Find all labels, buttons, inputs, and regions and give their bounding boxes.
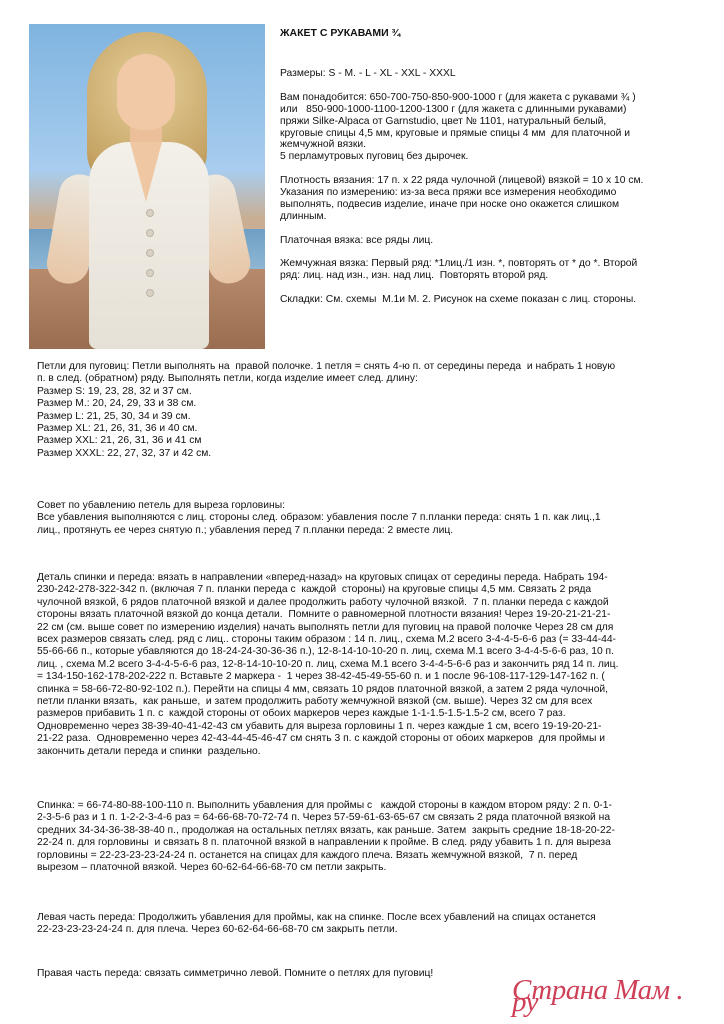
body-line: чулочной вязкой, 6 рядов платочной вязкой и далее продолжить работу чулочной вязкой. 7 п. планки переда с каждой: [37, 596, 609, 608]
buttonholes-line: Размер М.: 20, 24, 29, 33 и 38 см.: [37, 398, 197, 410]
body-line: Деталь спинки и переда: вязать в направлении «вперед-назад» на круговых спицах от середины переда. Набрать 194-: [37, 572, 608, 583]
left-front-section: [37, 912, 596, 937]
buttonholes-line: Размер XXXL: 22, 27, 32, 37 и 42 см.: [37, 447, 212, 459]
body-line: 230-242-278-322-342 п. (включая 7 п. планки переда с каждой стороны) на круговые спицы 4,5 мм. Связать 2 ряда: [37, 584, 592, 596]
jacket-button: [146, 289, 154, 297]
intro-line: жемчужной вязки.: [280, 139, 367, 151]
intro-line: или 850-900-1000-1100-1200-1300 г (для жакета с длинными рукавами): [280, 103, 627, 115]
body-line: лиц. , схема М.2 всего 3-4-4-5-6-6 раз, 12-8-14-10-10-20 п. лиц, схема М.1 всего 3-4-4-5-6-6 раз и закончить ряд 14 п. лиц.: [37, 658, 619, 670]
buttonholes-line: Размер S: 19, 23, 28, 32 и 37 см.: [37, 385, 192, 397]
buttonholes-line: Размер XXL: 21, 26, 31, 36 и 41 см: [37, 435, 202, 447]
body-line: 22 см (см. выше совет по измерению изделия) начать выполнять петли для пуговиц на правой полочке Через 28 см для: [37, 621, 614, 633]
neckline-line: Все убавления выполняются с лиц. стороны след. образом: убавления после 7 п.планки переда: снять 1 п. как лиц.,1: [37, 512, 601, 524]
intro-line: пряжи Silke-Alpaca от Garnstudio, цвет № 1101, натуральный белый,: [280, 115, 607, 127]
intro-line: Плотность вязания: 17 п. х 22 ряда чулочной (лицевой) вязкой = 10 х 10 см.: [280, 175, 644, 187]
intro-line: Вам понадобится: 650-700-750-850-900-1000 г (для жакета с рукавами ¾ ): [280, 91, 636, 103]
intro-line: круговые спицы 4,5 мм, круговые и прямые спицы 4 мм для платочной и: [280, 127, 630, 139]
back-line: вырезом – платочной вязкой. Через 60-62-64-66-68-70 см петли закрыть.: [37, 862, 387, 874]
left-front-line: 22-23-23-23-24-24 п. для плеча. Через 60-62-64-66-68-70 см закрыть петли.: [37, 924, 398, 936]
watermark-logo: Страна Мам . ру: [512, 974, 684, 1019]
right-front-section: Правая часть переда: связать симметрично левой. Помните о петлях для пуговиц!: [37, 968, 434, 979]
page-title: ЖАКЕТ С РУКАВАМИ ¾: [280, 27, 401, 39]
body-line: Одновременно через 38-39-40-41-42-43 см убавить для выреза горловины 1 п. через каждые 1 см, всего 19-19-20-21-: [37, 720, 602, 732]
jacket-photo: [29, 24, 265, 349]
body-line: = 134-150-162-178-202-222 п. Вставьте 2 маркера - 1 через 38-42-45-49-55-60 п. и 1 после 96-108-117-129-147-162 п. (: [37, 671, 605, 683]
jacket-button: [146, 269, 154, 277]
jacket-button: [146, 229, 154, 237]
back-line: средних 34-34-36-38-38-40 п., продолжая на остальных петлях вязать, как раньше. Затем закрыть средние 18-18-20-22-: [37, 824, 615, 836]
back-line: 2-3-5-6 раз и 1 п. 1-2-2-3-4-6 раз = 64-66-68-70-72-74 п. Через 57-59-61-63-65-67 см связать 2 ряда платочной вязкой на: [37, 812, 611, 824]
buttonholes-line: п. в след. (обратном) ряду. Выполнять петли, когда изделие имеет след. длину:: [37, 373, 418, 385]
intro-line: Жемчужная вязка: Первый ряд: *1лиц./1 изн. *, повторять от * до *. Второй: [280, 258, 638, 270]
neckline-line: Совет по убавлению петель для выреза горловины:: [37, 500, 285, 511]
body-line: размеров прибавить 1 п. с каждой стороны от обоих маркеров через каждые 1-1-1.5-1.5-1.5-2 см, всего 7 раз.: [37, 708, 566, 720]
neckline: [130, 142, 162, 202]
body-line: 55-66-66 п., которые убавляются до 18-24-24-30-36-36 п.), 12-8-14-10-10-20 п. лиц, схема М.1 всего 3-4-4-5-6-6 раз, 10 п.: [37, 646, 614, 658]
neckline-line: лиц., протянуть ее через снятую п.; убавления перед 7 п.планки переда: 2 вместе лиц.: [37, 524, 454, 536]
buttonholes-section: [37, 361, 615, 460]
body-line: спинка = 58-66-72-80-92-102 п.). Перейти на спицы 4 мм, связать 10 рядов платочной вязкой, а затем 2 ряда чулочной,: [37, 683, 609, 695]
left-front-line: Левая часть переда: Продолжить убавления для проймы, как на спинке. После всех убавлений на спицах останется: [37, 912, 596, 923]
back-section: [37, 800, 615, 874]
buttonholes-line: Размер XL: 21, 26, 31, 36 и 40 см.: [37, 423, 198, 435]
jacket-button: [146, 209, 154, 217]
jacket-button: [146, 249, 154, 257]
intro-line: Указания по измерению: из-за веса пряжи все измерения необходимо: [280, 187, 617, 198]
intro-line: Складки: См. схемы М.1и М. 2. Рисунок на схеме показан с лиц. стороны.: [280, 294, 637, 306]
back-line: горловины = 22-23-23-23-24-24 п. останется на спицах для каждого плеча. Вязать жемчужной вязкой, 7 п. перед: [37, 849, 578, 861]
body-line: петли планки вязать, как раньше, и затем продолжить работу жемчужной вязкой (см. выше). Через 32 см для всех: [37, 696, 593, 708]
buttonholes-line: Петли для пуговиц: Петли выполнять на правой полочке. 1 петля = снять 4-ю п. от середины переда и набрать 1 новую: [37, 361, 616, 372]
intro-line: длинным.: [280, 210, 327, 222]
body-section: [37, 572, 618, 758]
body-line: стороны вязать платочной вязкой до конца детали. Помните о равномерной плотности вязания! Через 19-20-21-21-21-: [37, 609, 611, 621]
body-line: 21-22 раза. Одновременно через 42-43-44-45-46-47 см снять 3 п. с каждой стороны от обоих маркеров для проймы и: [37, 733, 606, 745]
buttonholes-line: Размер L: 21, 25, 30, 34 и 39 см.: [37, 410, 191, 422]
back-line: Спинка: = 66-74-80-88-100-110 п. Выполнить убавления для проймы с каждой стороны в каждом втором ряду: 2 п. 0-1-: [37, 800, 612, 811]
neckline-section: [37, 500, 601, 537]
back-line: 22-24 п. для горловины и связать 8 п. платочной вязкой в направлении к пройме. В след. ряду убавить 1 п. для выреза: [37, 837, 611, 849]
intro-line: Размеры: S - M. - L - XL - XXL - XXXL: [280, 68, 456, 79]
face: [117, 54, 175, 130]
intro-line: ряд: лиц. над изн., изн. над лиц. Повторять второй ряд.: [280, 270, 549, 282]
body-line: закончить детали переда и спинки раздельно.: [37, 745, 261, 757]
intro-line: Платочная вязка: все ряды лиц.: [280, 234, 434, 246]
intro-line: 5 перламутровых пуговиц без дырочек.: [280, 151, 469, 163]
intro-line: выполнять, подвесив изделие, иначе при носке оно окажется слишком: [280, 198, 620, 210]
body-line: всех размеров связать след. ряд с лиц.. стороны таким образом : 14 п. лиц., схема М.2 всего 3-4-4-5-6-6 раз (= 33-44-44-: [37, 634, 616, 646]
